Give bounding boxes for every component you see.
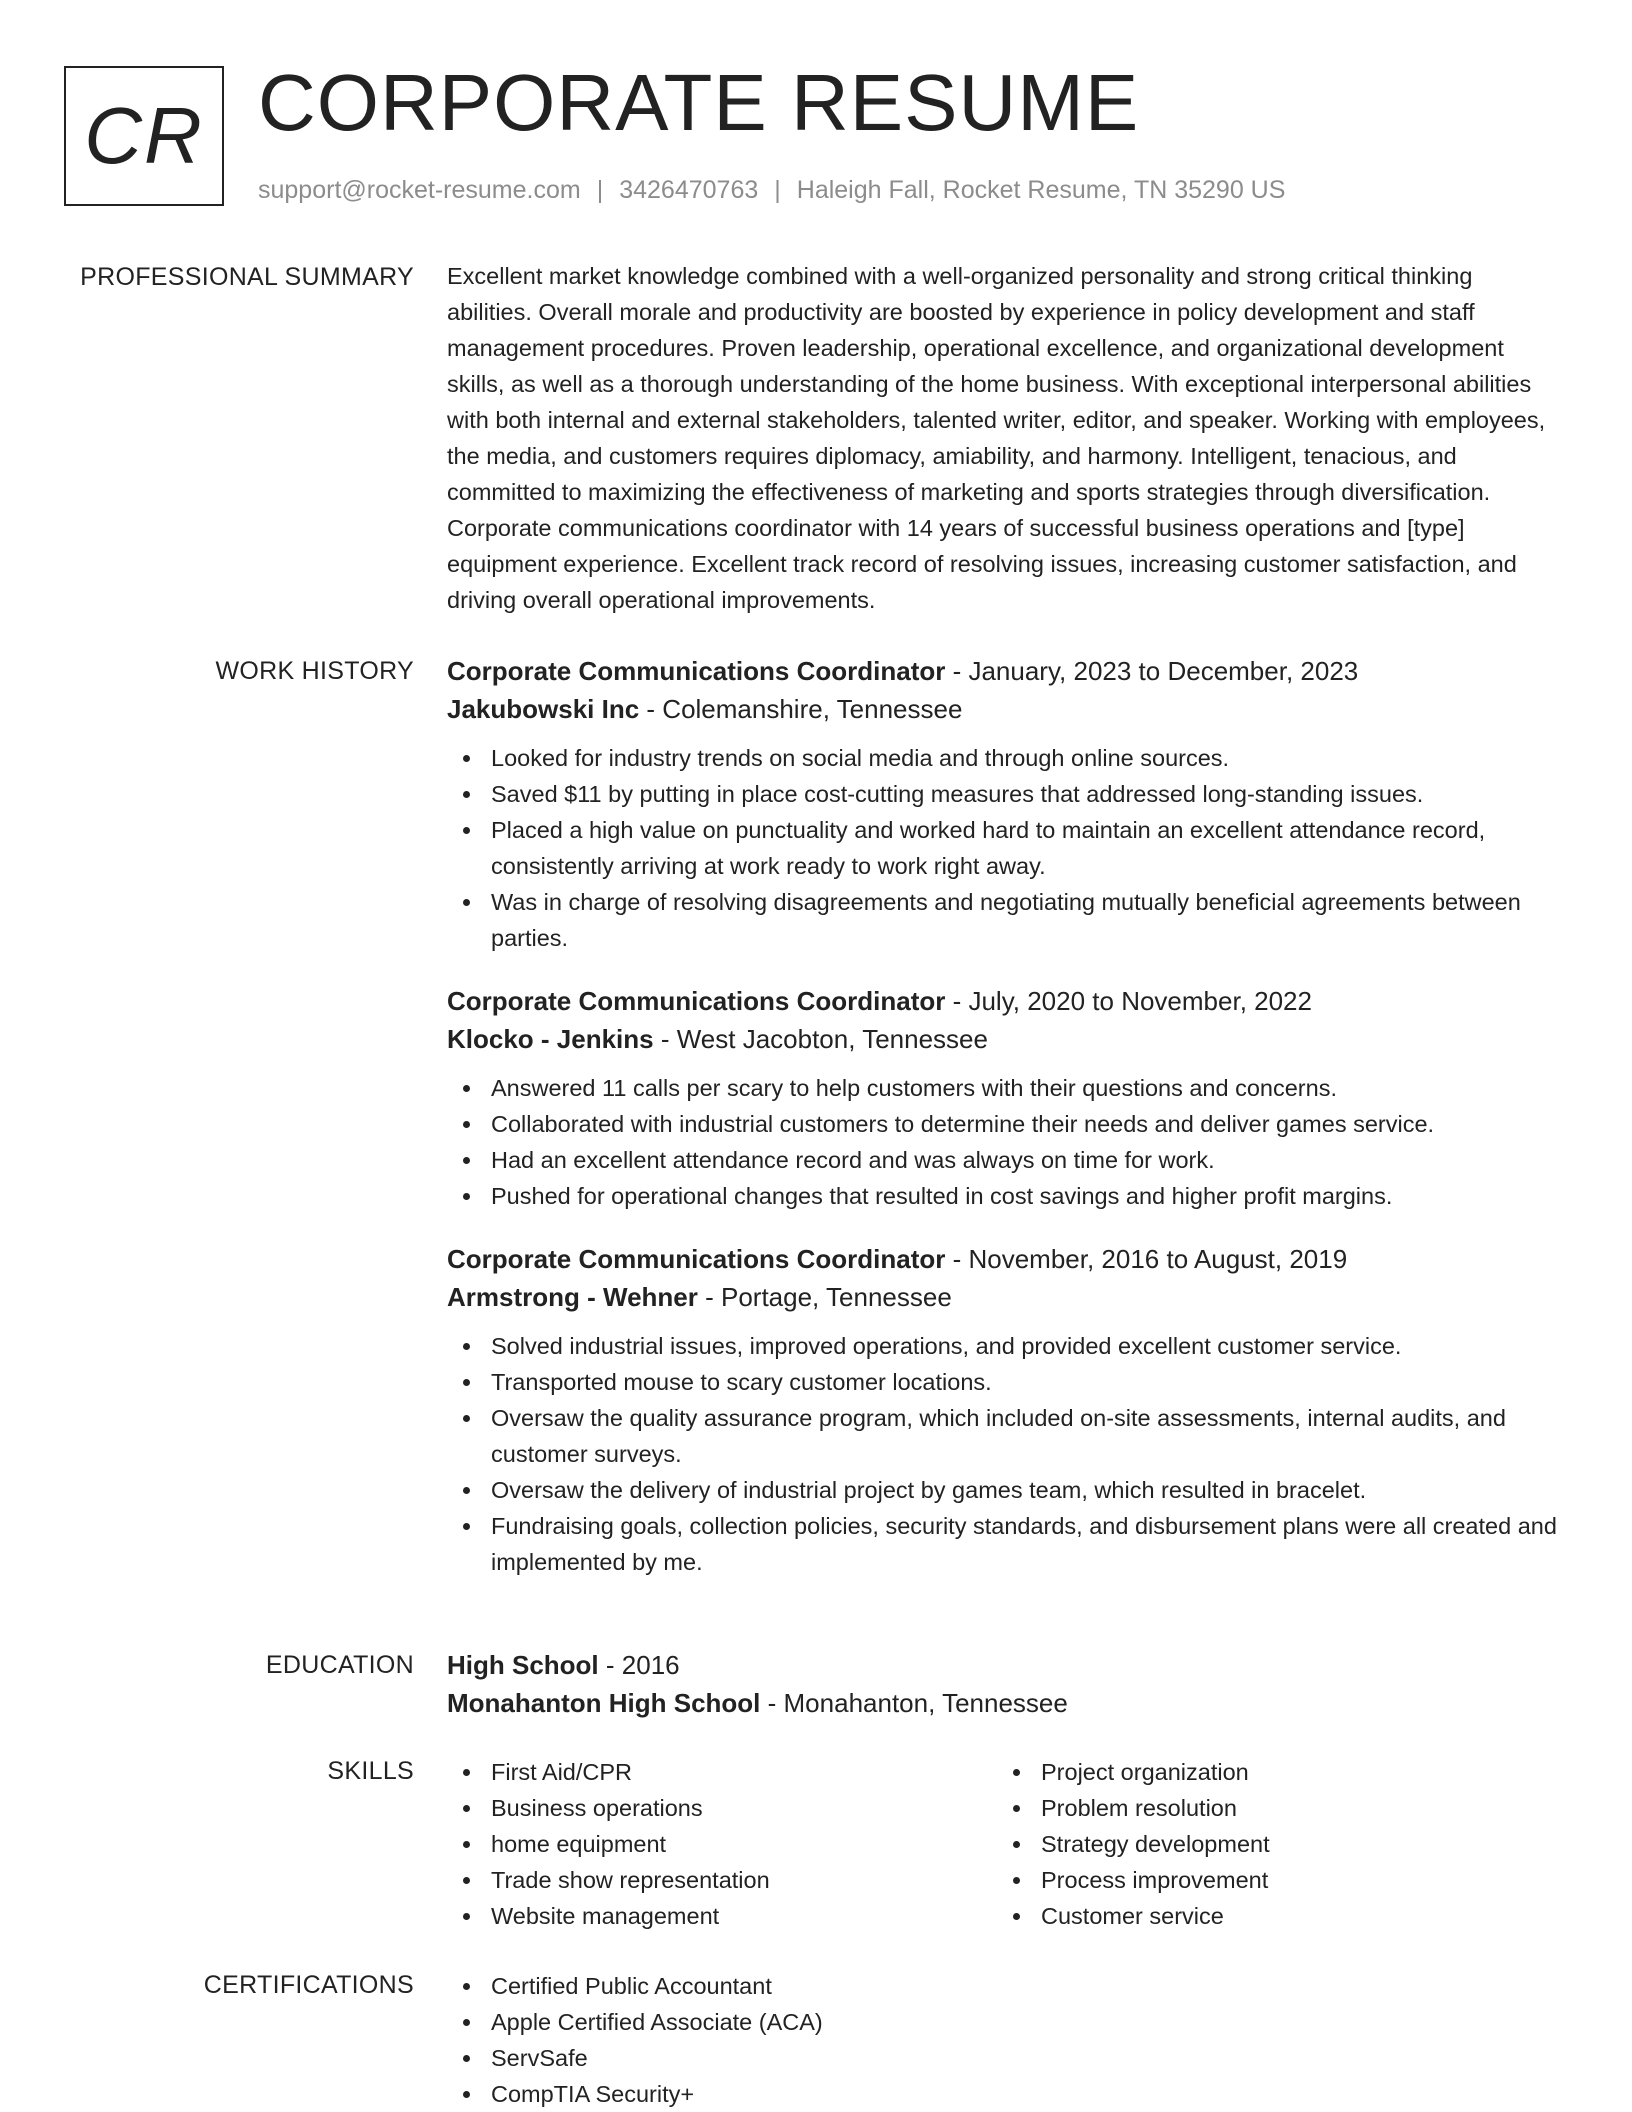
page-title: CORPORATE RESUME — [258, 58, 1140, 147]
section-label-work-history: WORK HISTORY — [215, 657, 414, 685]
job-bullet: Transported mouse to scary customer locations. — [447, 1364, 1562, 1400]
skill-item: Customer service — [997, 1898, 1497, 1934]
job-title: Corporate Communications Coordinator — [447, 1244, 946, 1274]
job-bullet: Oversaw the delivery of industrial project by games team, which resulted in bracelet. — [447, 1472, 1562, 1508]
job-bullet: Saved $11 by putting in place cost-cutting measures that addressed long-standing issues. — [447, 776, 1562, 812]
section-label-education: EDUCATION — [265, 1651, 414, 1679]
work-history-body — [447, 652, 1562, 1580]
job-location: - Portage, Tennessee — [697, 1282, 952, 1312]
contact-separator: | — [774, 176, 781, 204]
job-bullet: Solved industrial issues, improved operations, and provided excellent customer service. — [447, 1328, 1562, 1364]
certification-item: Apple Certified Associate (ACA) — [447, 2004, 1562, 2040]
job-entry — [447, 982, 1562, 1214]
contact-address: Haleigh Fall, Rocket Resume, TN 35290 US — [796, 176, 1286, 204]
job-entry — [447, 1240, 1562, 1580]
summary-body — [447, 258, 1562, 618]
job-title-line — [447, 652, 1562, 690]
skills-body — [447, 1754, 1562, 1934]
skills-list-left — [447, 1754, 997, 1934]
education-body — [447, 1646, 1562, 1722]
education-year: - 2016 — [598, 1650, 680, 1680]
education-location: - Monahanton, Tennessee — [760, 1688, 1068, 1718]
monogram-initials: CR — [84, 91, 204, 180]
job-company: Klocko - Jenkins — [447, 1024, 654, 1054]
job-bullet: Collaborated with industrial customers to determine their needs and deliver games service. — [447, 1106, 1562, 1142]
job-bullet: Oversaw the quality assurance program, which included on-site assessments, internal audits, and customer surveys. — [447, 1400, 1562, 1472]
education-school-line — [447, 1684, 1562, 1722]
skill-item: Process improvement — [997, 1862, 1497, 1898]
section-label-skills: SKILLS — [327, 1757, 414, 1785]
section-label-summary: PROFESSIONAL SUMMARY — [80, 263, 414, 291]
job-company: Armstrong - Wehner — [447, 1282, 698, 1312]
job-bullet: Had an excellent attendance record and was always on time for work. — [447, 1142, 1562, 1178]
section-label-certifications: CERTIFICATIONS — [203, 1971, 414, 1999]
job-bullet: Placed a high value on punctuality and worked hard to maintain an excellent attendance record, consistently arriving at work ready to work right away. — [447, 812, 1562, 884]
job-location: - Colemanshire, Tennessee — [639, 694, 963, 724]
contact-email: support@rocket-resume.com — [258, 176, 581, 204]
contact-phone: 3426470763 — [619, 176, 759, 204]
job-bullets — [447, 740, 1562, 956]
job-bullets — [447, 1328, 1562, 1580]
job-bullet: Answered 11 calls per scary to help customers with their questions and concerns. — [447, 1070, 1562, 1106]
certification-item: ServSafe — [447, 2040, 1562, 2076]
job-bullet: Was in charge of resolving disagreements and negotiating mutually beneficial agreements between parties. — [447, 884, 1562, 956]
certification-item: Certified Public Accountant — [447, 1968, 1562, 2004]
job-title: Corporate Communications Coordinator — [447, 656, 946, 686]
skill-item: Trade show representation — [447, 1862, 997, 1898]
skill-item: Problem resolution — [997, 1790, 1497, 1826]
certification-item: CompTIA Security+ — [447, 2076, 1562, 2112]
job-location: - West Jacobton, Tennessee — [653, 1024, 988, 1054]
job-company-line — [447, 1020, 1562, 1058]
job-company-line — [447, 1278, 1562, 1316]
skill-item: home equipment — [447, 1826, 997, 1862]
skill-item: Business operations — [447, 1790, 997, 1826]
skill-item: Website management — [447, 1898, 997, 1934]
skill-item: Project organization — [997, 1754, 1497, 1790]
certifications-body — [447, 1968, 1562, 2112]
job-dates: - January, 2023 to December, 2023 — [945, 656, 1359, 686]
job-title-line — [447, 982, 1562, 1020]
summary-text: Excellent market knowledge combined with a well-organized personality and strong critical thinking abilities. Overall morale and productivity are boosted by experience in policy development and staff management procedures. Proven leadership, operational excellence, and organizational development skills, as well as a thorough understanding of the home business. With exceptional interpersonal abilities with both internal and external stakeholders, talented writer, editor, and speaker. Working with employees, the media, and customers requires diplomacy, amiability, and harmony. Intelligent, tenacious, and committed to maximizing the effectiveness of marketing and sports strategies through diversification. Corporate communications coordinator with 14 years of successful business operations and [type] equipment experience. Excellent track record of resolving issues, increasing customer satisfaction, and driving overall operational improvements. — [447, 263, 1546, 613]
education-degree: High School — [447, 1650, 599, 1680]
job-bullets — [447, 1070, 1562, 1214]
job-company: Jakubowski Inc — [447, 694, 640, 724]
monogram-box — [64, 66, 224, 206]
job-company-line — [447, 690, 1562, 728]
job-bullet: Looked for industry trends on social media and through online sources. — [447, 740, 1562, 776]
contact-line — [258, 174, 1285, 206]
job-title: Corporate Communications Coordinator — [447, 986, 946, 1016]
job-dates: - November, 2016 to August, 2019 — [945, 1244, 1348, 1274]
job-bullet: Fundraising goals, collection policies, security standards, and disbursement plans were all created and implemented by me. — [447, 1508, 1562, 1580]
education-school: Monahanton High School — [447, 1688, 761, 1718]
skill-item: First Aid/CPR — [447, 1754, 997, 1790]
job-dates: - July, 2020 to November, 2022 — [945, 986, 1312, 1016]
job-entry — [447, 652, 1562, 956]
skills-list-right — [997, 1754, 1497, 1934]
certifications-list — [447, 1968, 1562, 2112]
job-title-line — [447, 1240, 1562, 1278]
job-bullet: Pushed for operational changes that resulted in cost savings and higher profit margins. — [447, 1178, 1562, 1214]
skill-item: Strategy development — [997, 1826, 1497, 1862]
education-degree-line — [447, 1646, 1562, 1684]
contact-separator: | — [596, 176, 604, 204]
